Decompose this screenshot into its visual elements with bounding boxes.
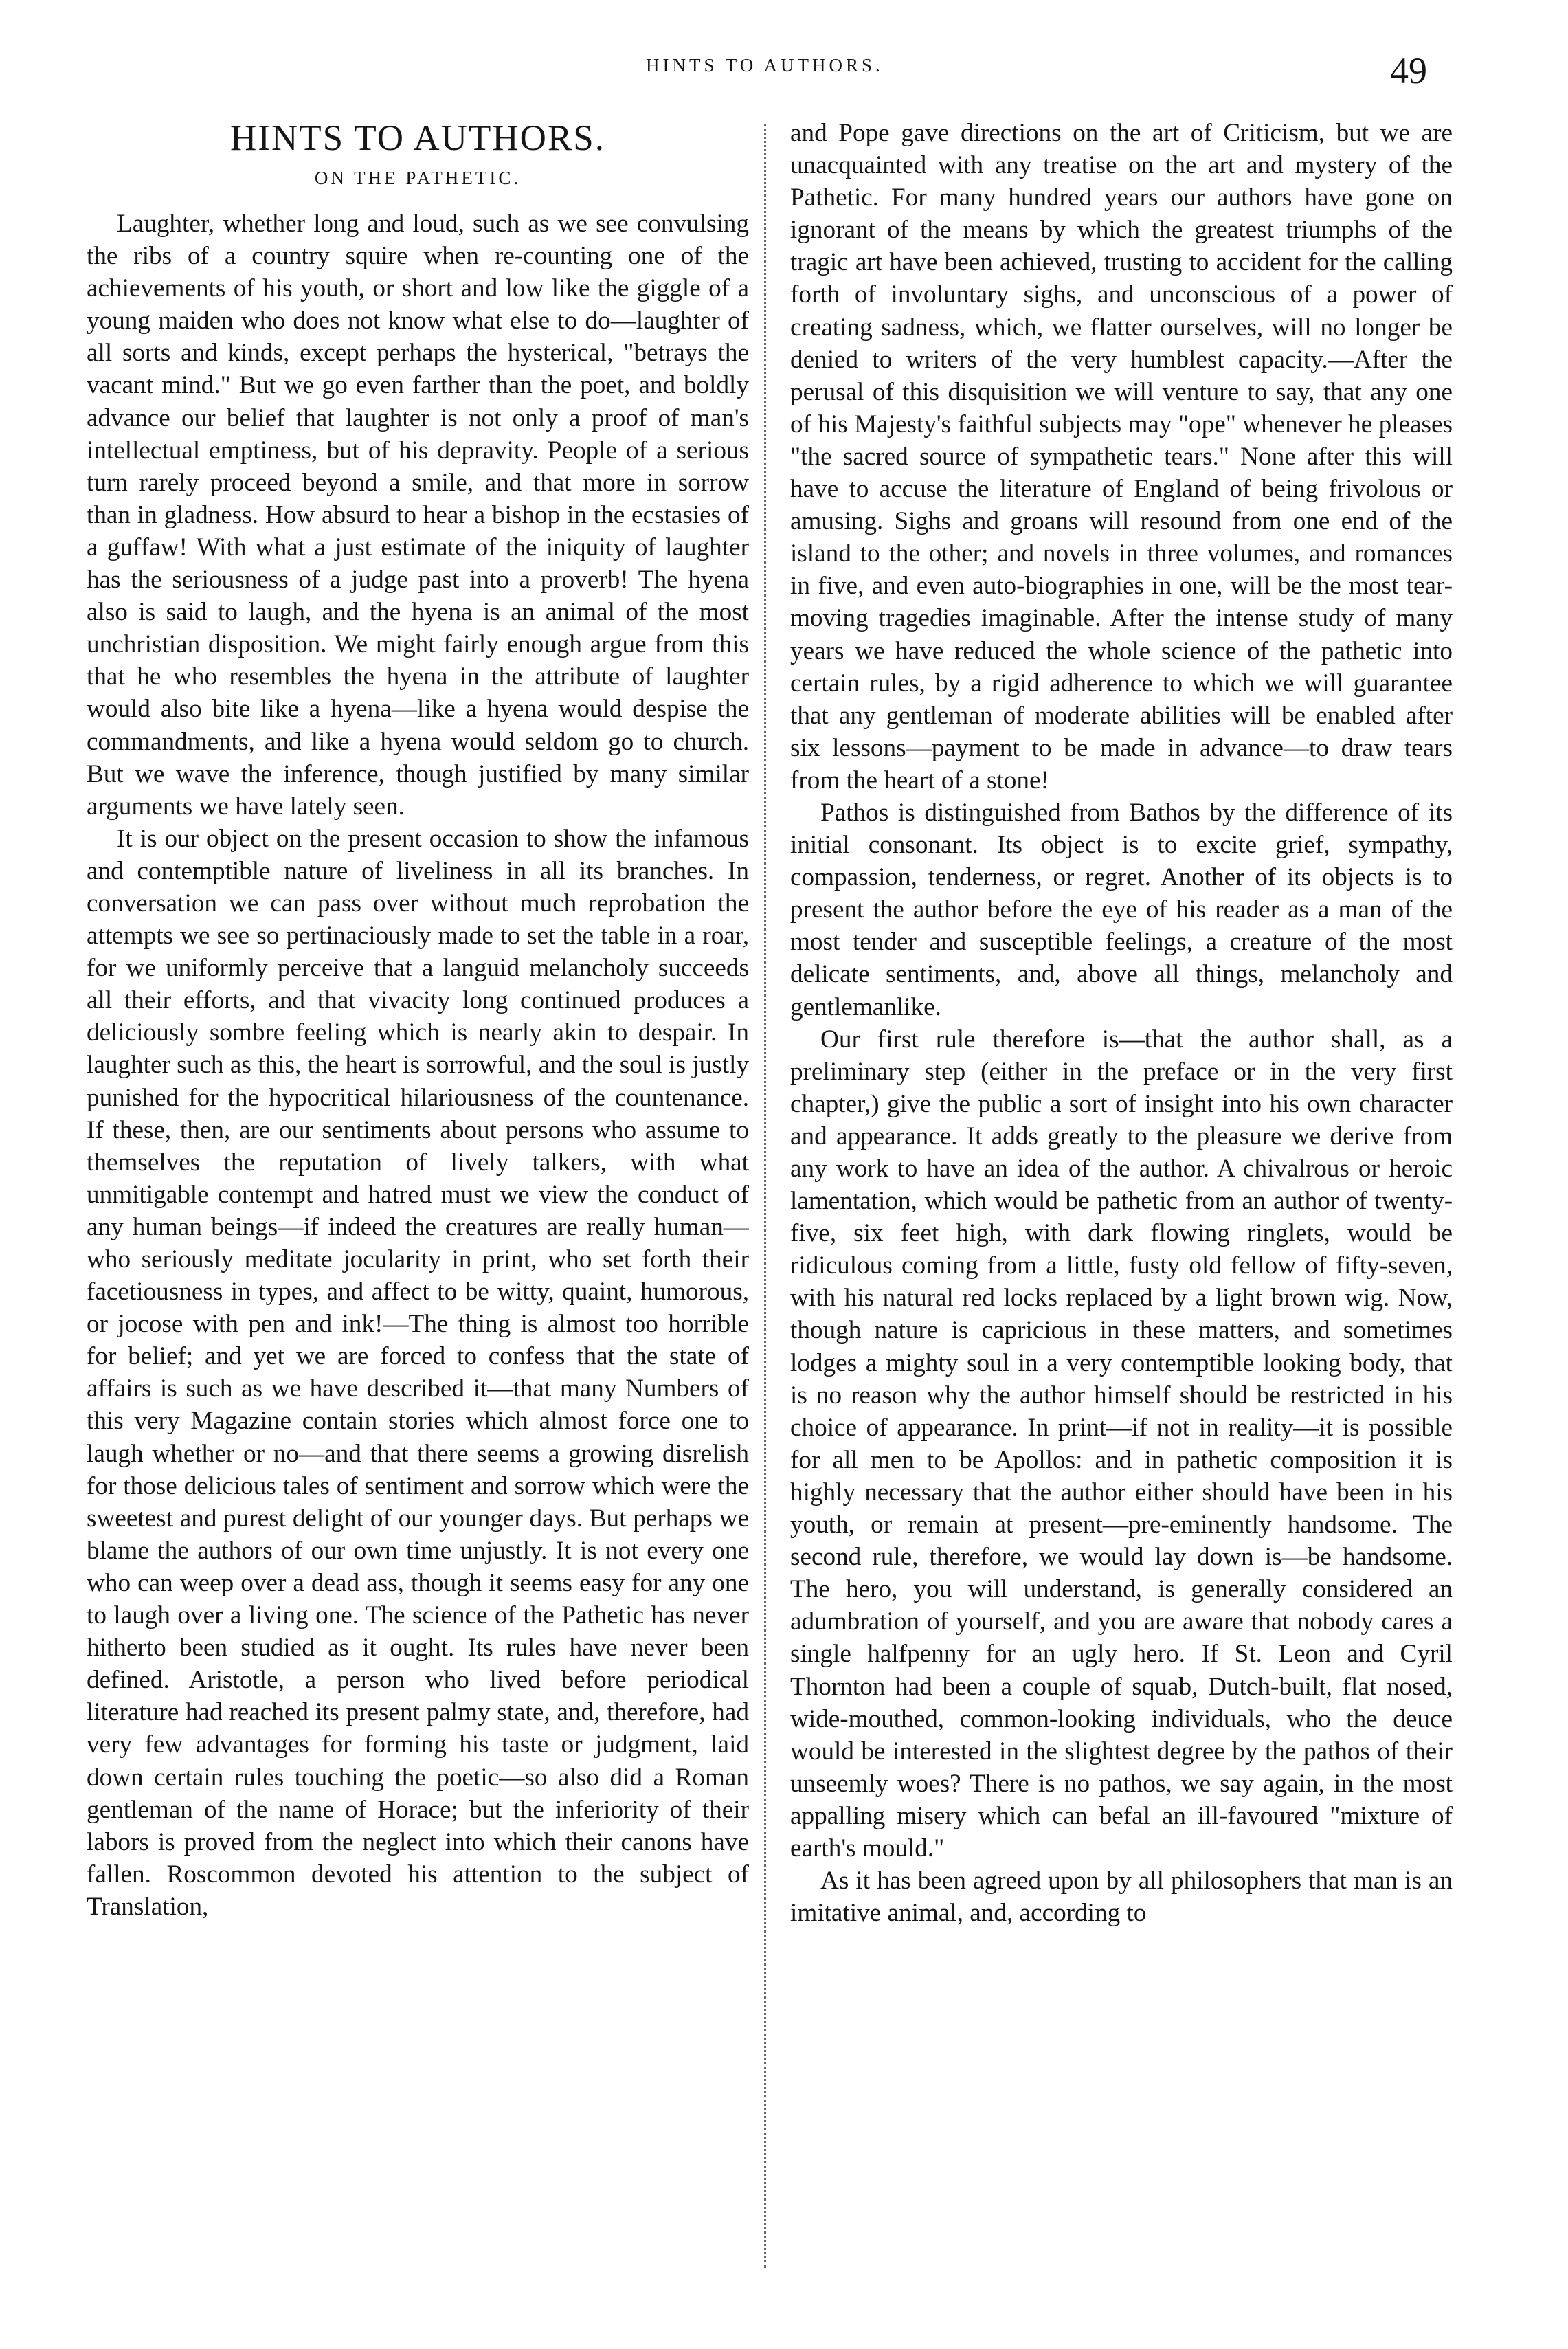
paragraph: Laughter, whether long and loud, such as we see convulsing the ribs of a country squire when re-counting one of the achievements of his youth, or short and low like the giggle of a young maiden who does not know what else to do—laughter of all sorts and kinds, except perhaps the hysterical, "betrays the vacant mind." But we go even farther than the poet, and boldly advance our belief that laughter is not only a proof of man's intellectual emptiness, but of his depravity. People of a serious turn rarely proceed beyond a smile, and that more in sorrow than in gladness. How absurd to hear a bishop in the ecstasies of a guffaw! With what a just estimate of the iniquity of laughter has the seriousness of a judge past into a proverb! The hyena also is said to laugh, and the hyena is an animal of the most unchristian disposition. We might fairly enough argue from this that he who resembles the hyena in the attribute of laughter would also bite like a hyena—like a hyena would despise the commandments, and like a hyena would seldom go to church. But we wave the inference, though justified by many similar arguments we have lately seen.: [87, 210, 749, 821]
column-divider: [764, 124, 766, 2268]
article-subtitle: ON THE PATHETIC.: [314, 168, 522, 188]
running-title: HINTS TO AUTHORS.: [646, 55, 884, 76]
paragraph: As it has been agreed upon by all philosophers that man is an imitative animal, and, according to: [790, 1867, 1453, 1928]
paragraph: Pathos is distinguished from Bathos by the difference of its initial consonant. Its object is to excite grief, sympathy, compassion, tenderness, or regret. Another of its objects is to present the author before the eye of his reader as a man of the most tender and susceptible feelings, a creature of the most delicate sentiments, and, above all things, melancholy and gentlemanlike.: [790, 798, 1453, 1021]
article-title: HINTS TO AUTHORS.: [230, 118, 605, 158]
paragraph: and Pope gave directions on the art of Criticism, but we are unacquainted with any treatise on the art and mystery of the Pathetic. For many hundred years our authors have gone on ignorant of the means by which the greatest triumphs of the tragic art have been achieved, trusting to accident for the calling forth of involuntary sighs, and unconscious of a power of creating sadness, which, we flatter ourselves, will no longer be denied to writers of the very humblest capacity.—After the perusal of this disquisition we will venture to say, that any one of his Majesty's faithful subjects may "ope" whenever he pleases "the sacred source of sympathetic tears." None after this will have to accuse the literature of England of being frivolous or amusing. Sighs and groans will resound from one end of the island to the other; and novels in three volumes, and romances in five, and even auto-biographies in one, will be the most tear-moving tragedies imaginable. After the intense study of many years we have reduced the whole science of the pathetic into certain rules, by a rigid adherence to which we will guarantee that any gentleman of moderate abilities will be enabled after six lessons—payment to be made in advance—to draw tears from the heart of a stone!: [790, 119, 1453, 794]
running-header: [0, 49, 1568, 91]
left-column: [87, 117, 749, 2268]
page-number: 49: [1390, 50, 1427, 91]
right-column: [790, 117, 1453, 2268]
paragraph: It is our object on the present occasion to show the infamous and contemptible nature of liveliness in all its branches. In conversation we can pass over without much reprobation the attempts we see so pertinaciously made to set the table in a roar, for we uniformly perceive that a languid melancholy succeeds all their efforts, and that vivacity long continued produces a deliciously sombre feeling which is nearly akin to despair. In laughter such as this, the heart is sorrowful, and the soul is justly punished for the hypocritical hilariousness of the countenance. If these, then, are our sentiments about persons who assume to themselves the reputation of lively talkers, with what unmitigable contempt and hatred must we view the conduct of any human beings—if indeed the creatures are really human—who seriously meditate jocularity in print, who set forth their facetiousness in types, and affect to be witty, quaint, humorous, or jocose with pen and ink!—The thing is almost too horrible for belief; and yet we are forced to confess that the state of affairs is such as we have described it—that many Numbers of this very Magazine contain stories which almost force one to laugh whether or no—and that there seems a growing disrelish for those delicious tales of sentiment and sorrow which were the sweetest and purest delight of our younger days. But perhaps we blame the authors of our own time unjustly. It is not every one who can weep over a dead ass, though it seems easy for any one to laugh over a living one. The science of the Pathetic has never hitherto been studied as it ought. Its rules have never been defined. Aristotle, a person who lived before periodical literature had reached its present palmy state, and, therefore, had very few advantages for forming his taste or judgment, laid down certain rules touching the poetic—so also did a Roman gentleman of the name of Horace; but the inferiority of their labors is proved from the neglect into which their canons have fallen. Roscommon devoted his attention to the subject of Translation,: [87, 824, 749, 1921]
paragraph: Our first rule therefore is—that the author shall, as a preliminary step (either in the preface or in the very first chapter,) give the public a sort of insight into his own character and appearance. It adds greatly to the pleasure we derive from any work to have an idea of the author. A chivalrous or heroic lamentation, which would be pathetic from an author of twenty-five, six feet high, with dark flowing ringlets, would be ridiculous coming from a little, fusty old fellow of fifty-seven, with his natural red locks replaced by a light brown wig. Now, though nature is capricious in these matters, and sometimes lodges a mighty soul in a very contemptible looking body, that is no reason why the author himself should be restricted in his choice of appearance. In print—if not in reality—it is possible for all men to be Apollos: and in pathetic composition it is highly necessary that the author either should have been in his youth, or remain at present—pre-eminently handsome. The second rule, therefore, we would lay down is—be handsome. The hero, you will understand, is generally considered an adumbration of yourself, and you are aware that nobody cares a single halfpenny for an ugly hero. If St. Leon and Cyril Thornton had been a couple of squab, Dutch-built, flat nosed, wide-mouthed, common-looking individuals, who the deuce would be interested in the slightest degree by the pathos of their unseemly woes? There is no pathos, we say again, in the most appalling misery which can befal an ill-favoured "mixture of earth's mould.": [790, 1025, 1453, 1862]
